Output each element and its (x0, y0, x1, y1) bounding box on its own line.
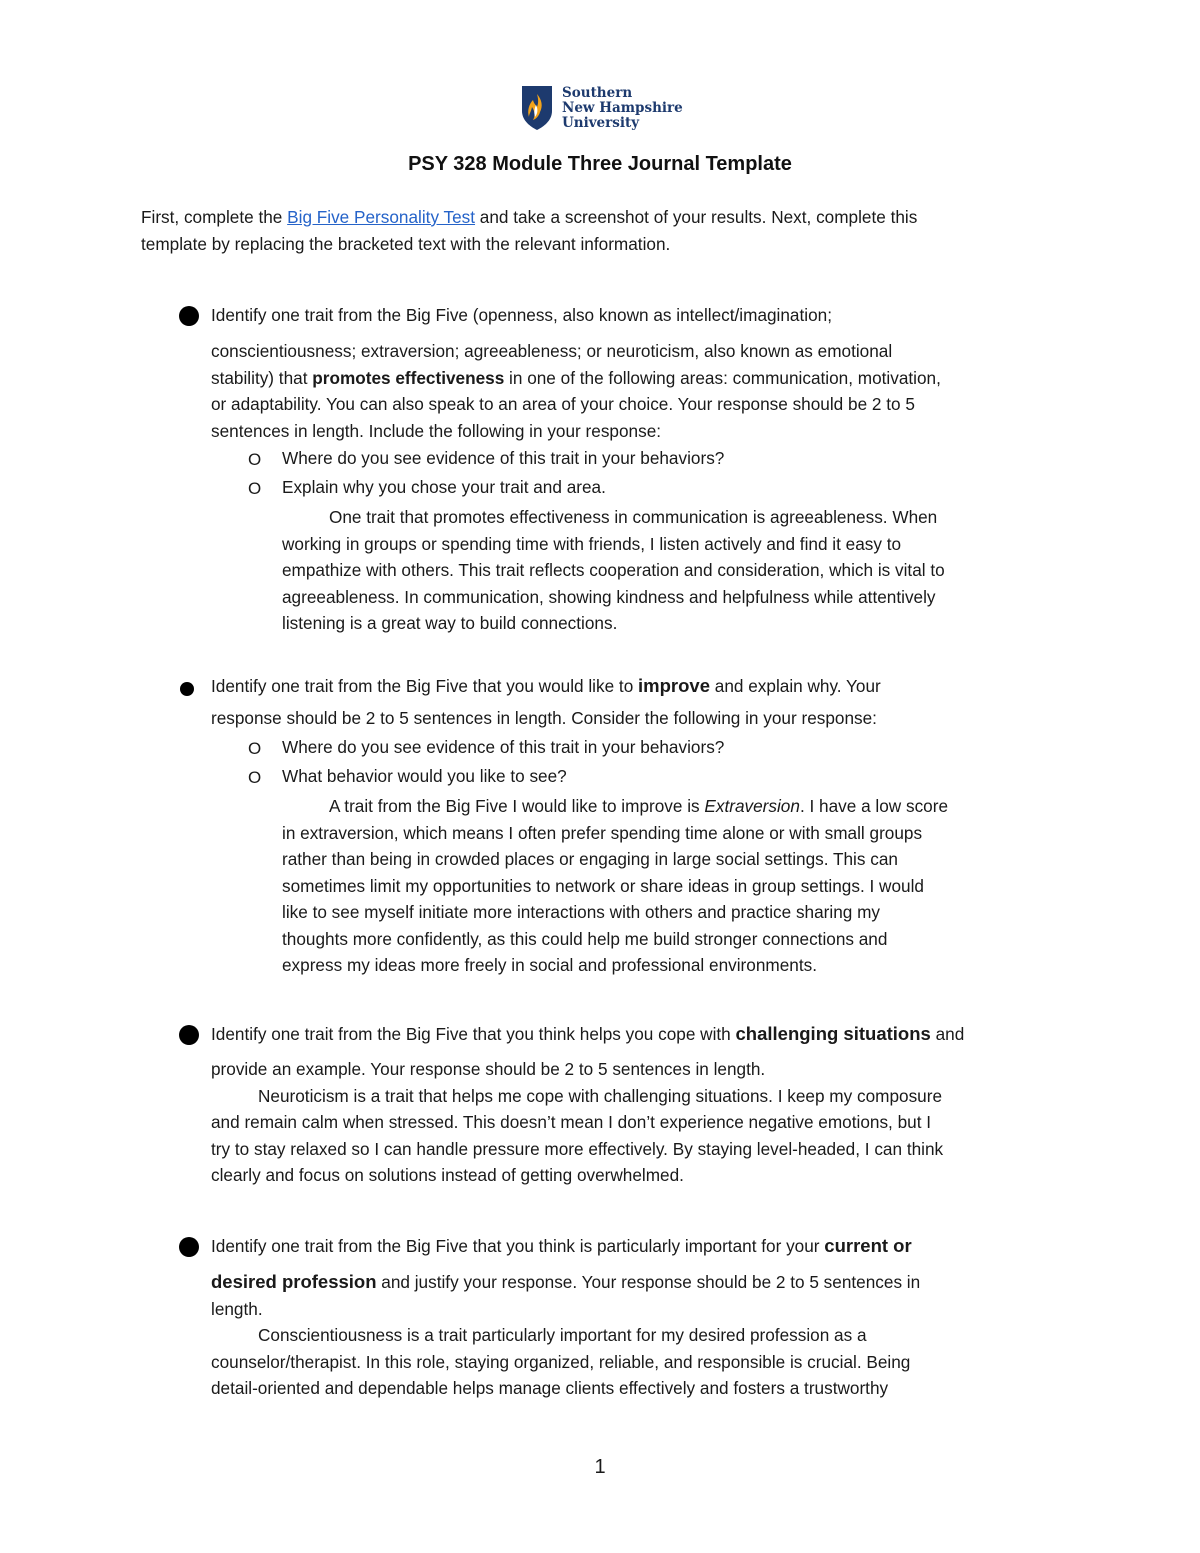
big-five-test-link[interactable]: Big Five Personality Test (287, 207, 476, 227)
bullet-icon (179, 306, 199, 326)
answer-3: provide an example. Your response should be 2 to 5 sentences in length. Neuroticism is a trait that helps me cope with challenging situations. I keep my composure and remain calm when stressed. This doesn’t mean I don’t experience negative emotions, but I try to stay relaxed so I can handle pressure more effectively. By staying level-headed, I can think clearly and focus on solutions instead of getting overwhelmed. (211, 1059, 944, 1185)
answer-2: A trait from the Big Five I would like to improve is Extraversion. I have a low score in extraversion, which means I often prefer spending time alone or with small groups rather than being in crowded places or engaging in large social settings. This can sometimes limit my opportunities to network or share ideas in group settings. I would like to see myself initiate more interactions with others and practice sharing my thoughts more confidently, as this could help me build stronger connections and express my ideas more freely in social and professional environments. (282, 796, 949, 975)
logo-wordmark (562, 86, 683, 131)
question-2-line-2: response should be 2 to 5 sentences in length. Consider the following in your response: (211, 708, 877, 728)
logo-line-2: New Hampshire (562, 99, 683, 116)
answer-1: One trait that promotes effectiveness in communication is agreeableness. When working in groups or spending time with friends, I listen actively and find it easy to empathize with others. This trait reflects cooperation and consideration, which is vital to agreeableness. In communication, showing kindness and helpfulness while attentively listening is a great way to build connections. (282, 507, 945, 633)
page-number: 1 (594, 1456, 606, 1478)
sub-bullet-circle-icon: O (248, 450, 262, 469)
sub-bullet-circle-icon: O (248, 739, 262, 758)
logo-line-3: University (562, 114, 640, 131)
question-4-line-1: Identify one trait from the Big Five that you think is particularly important for your current or (211, 1235, 912, 1256)
sub-bullet-circle-icon: O (248, 479, 262, 498)
question-1-sub-2: Explain why you chose your trait and area. (282, 477, 606, 497)
question-1-body: conscientiousness; extraversion; agreeableness; or neuroticism, also known as emotional stability) that promotes effectiveness in one of the following areas: communication, motivation, or adaptability. You can also speak to an area of your choice. Your response should be 2 to 5 sentences in length. Include the following in your response: (211, 341, 941, 441)
question-2-line-1: Identify one trait from the Big Five that you would like to improve and explain why. Your (211, 675, 881, 696)
bullet-icon (179, 1237, 199, 1257)
question-1-sub-1: Where do you see evidence of this trait in your behaviors? (282, 448, 725, 468)
question-2-sub-1: Where do you see evidence of this trait in your behaviors? (282, 737, 725, 757)
sub-bullet-circle-icon: O (248, 768, 262, 787)
question-2-sub-2: What behavior would you like to see? (282, 766, 567, 786)
answer-4: desired profession and justify your response. Your response should be 2 to 5 sentences in length. Conscientiousness is a trait particularly important for my desired profession as a counselor/therapist. In this role, staying organized, reliable, and responsible is crucial. Being detail-oriented and dependable helps manage clients effectively and fosters a trustworthy (211, 1271, 921, 1398)
question-3-line-1: Identify one trait from the Big Five that you think helps you cope with challenging situations and (211, 1023, 965, 1044)
intro-paragraph: First, complete the Big Five Personality Test and take a screenshot of your results. Next, complete this template by replacing the bracketed text with the relevant information. (141, 207, 918, 254)
shield-flame-icon (521, 85, 553, 131)
logo-line-1: Southern (562, 84, 633, 101)
bullet-icon (179, 1025, 199, 1045)
question-1-line-1: Identify one trait from the Big Five (openness, also known as intellect/imagination; (211, 305, 832, 325)
page-title: PSY 328 Module Three Journal Template (408, 153, 792, 175)
bullet-icon (180, 682, 194, 696)
university-logo (521, 84, 683, 132)
